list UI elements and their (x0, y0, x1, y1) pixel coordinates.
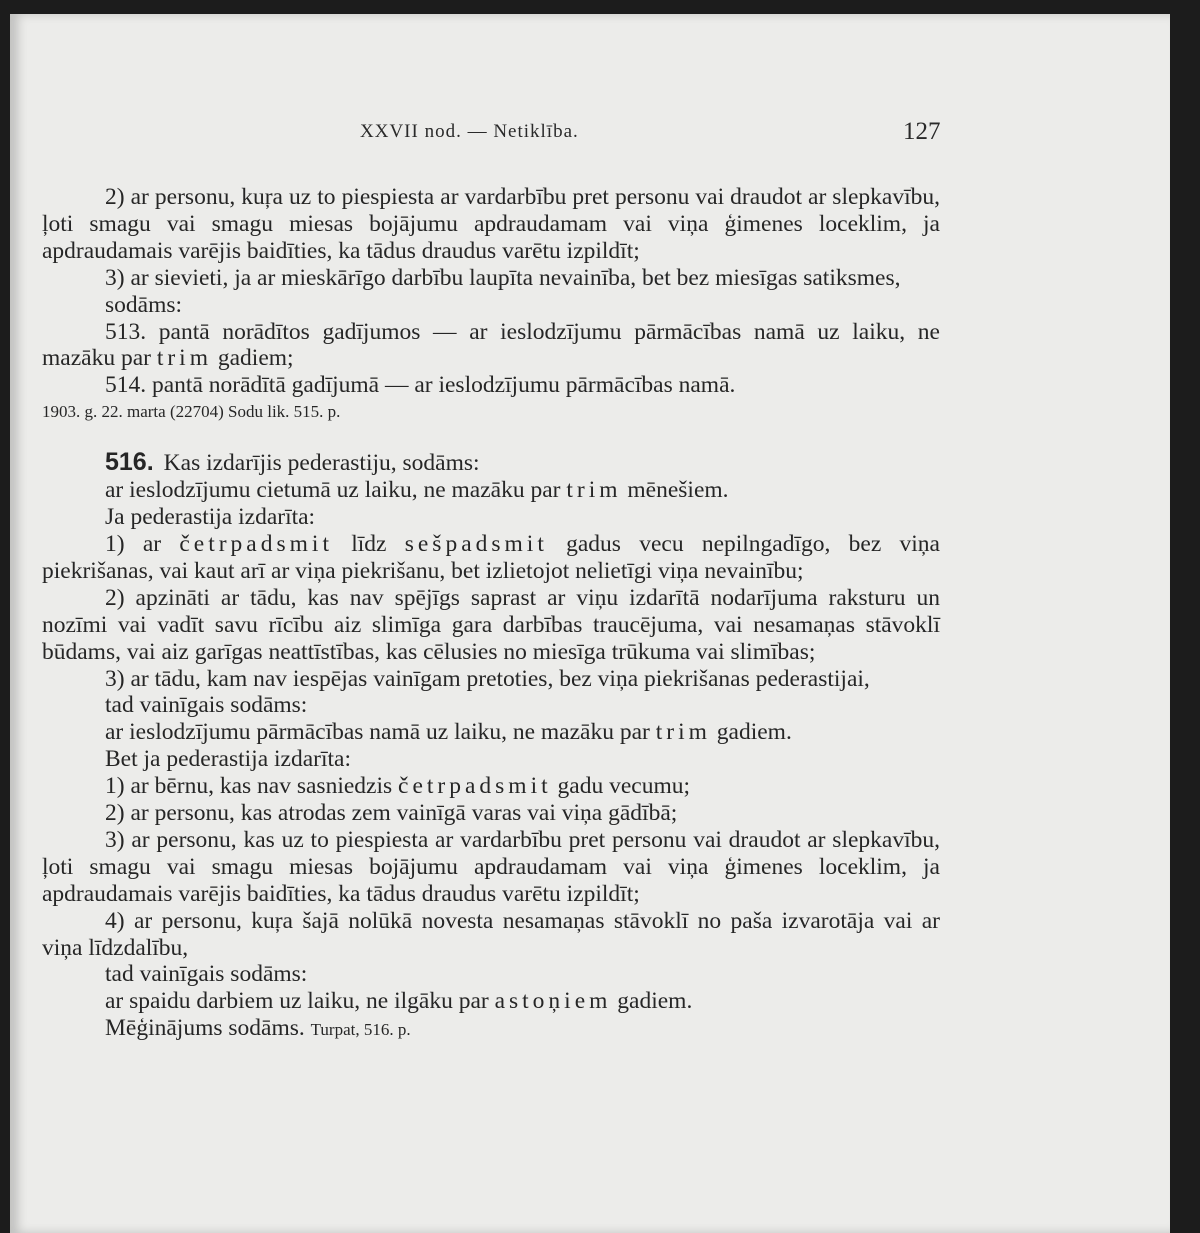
book-page (10, 14, 1170, 1233)
running-title: XXVII nod. — Netiklība. (360, 121, 579, 142)
source-reference: Turpat, 516. p. (310, 1020, 411, 1040)
paragraph (42, 477, 940, 504)
body-text (42, 184, 940, 1043)
section-gap (42, 425, 940, 449)
paragraph (42, 531, 940, 585)
text-run: 1) ar (105, 530, 180, 557)
paragraph: 3) ar tādu, kam nav iespējas vainīgam pretoties, bez viņa piekrišanas pederastijai, (105, 665, 870, 692)
spaced-word: trim (655, 719, 711, 746)
paragraph: 2) ar personu, kas atrodas zem vainīgā varas vai viņa gādībā; (105, 800, 678, 827)
paragraph: sodāms: (105, 291, 183, 318)
spaced-word: četrpadsmit (179, 530, 333, 557)
article-heading (42, 449, 940, 477)
text-run: ar spaidu darbiem uz laiku, ne ilgāku par (105, 988, 495, 1015)
text-run: ar ieslodzījumu cietumā uz laiku, ne mazāku par (105, 477, 567, 504)
paragraph: 2) ar personu, kuŗa uz to piespiesta ar vardarbību pret personu vai draudot ar slepkavību, ļoti smagu vai smagu miesas bojājumu apdraudamam vai viņa ģimenes loceklim, ja apdraudamais varējis baidīties, ka tādus draudus varētu izpildīt; (42, 184, 940, 264)
paragraph: tad vainīgais sodāms: (105, 692, 308, 719)
paragraph (42, 719, 940, 746)
spaced-word: trim (566, 477, 622, 504)
paragraph: Bet ja pederastija izdarīta: (105, 746, 351, 773)
text-run: gadiem. (611, 988, 693, 1015)
text-run: mēnešiem. (621, 477, 729, 504)
text-run: 1) ar bērnu, kas nav sasniedzis (105, 773, 399, 800)
spaced-word: četrpadsmit (398, 773, 552, 800)
text-run: gadus vecu nepilngadīgo, bez viņa piekrišanas, vai kaut arī ar viņa piekrišanu, bet izlietojot nelietīgi viņa nevainību; (42, 530, 940, 584)
paragraph: 4) ar personu, kuŗa šajā nolūkā novesta nesamaņas stāvoklī no paša izvarotāja vai ar viņa līdzdalību, (42, 907, 940, 961)
text-run: gadiem. (710, 719, 792, 746)
paragraph: 2) apzināti ar tādu, kas nav spējīgs saprast ar viņu izdarītā nodarījuma raksturu un nozīmi vai vadīt savu rīcību aiz slimīga gara darbības traucējuma, vai nesamaņas stāvoklī būdams, vai aiz garīgas neattīstības, kas cēlusies no miesīga trūkuma vai slimības; (42, 584, 940, 665)
text-run: gadu vecumu; (551, 773, 691, 800)
text-run: gadiem; (212, 345, 294, 372)
paragraph: 3) ar sievieti, ja ar mieskārīgo darbību laupīta nevainība, bet bez miesīgas satiksmes, (105, 264, 901, 291)
article-number: 516. (105, 448, 154, 477)
spaced-word: sešpadsmit (404, 530, 548, 557)
page-number: 127 (903, 118, 941, 145)
paragraph: 3) ar personu, kas uz to piespiesta ar vardarbību pret personu vai draudot ar slepkavību, ļoti smagu vai smagu miesas bojājumu apdraudamam vai viņa ģimenes loceklim, ja apdraudamais varējis baidīties, ka tādus draudus varētu izpildīt; (42, 826, 940, 907)
paragraph: tad vainīgais sodāms: (105, 961, 308, 988)
text-run: Mēģinājums sodāms. (105, 1015, 305, 1042)
paragraph (42, 988, 940, 1015)
text-run: 513. pantā norādītos gadījumos — ar ieslodzījumu pārmācības namā uz laiku, ne mazāku par (42, 318, 940, 372)
paragraph (42, 319, 940, 373)
spaced-word: trim (156, 345, 212, 372)
paragraph (42, 1015, 940, 1043)
text-run: līdz (332, 530, 405, 557)
text-run: Kas izdarījis pederastiju, sodāms: (163, 450, 480, 477)
paragraph: Ja pederastija izdarīta: (105, 504, 316, 531)
paragraph (42, 773, 940, 800)
text-run: ar ieslodzījumu pārmācības namā uz laiku, ne mazāku par (105, 719, 656, 746)
paragraph: 514. pantā norādītā gadījumā — ar ieslodzījumu pārmācības namā. (105, 372, 736, 399)
source-reference: 1903. g. 22. marta (22704) Sodu lik. 515. p. (42, 402, 341, 422)
spaced-word: astoņiem (494, 988, 612, 1015)
